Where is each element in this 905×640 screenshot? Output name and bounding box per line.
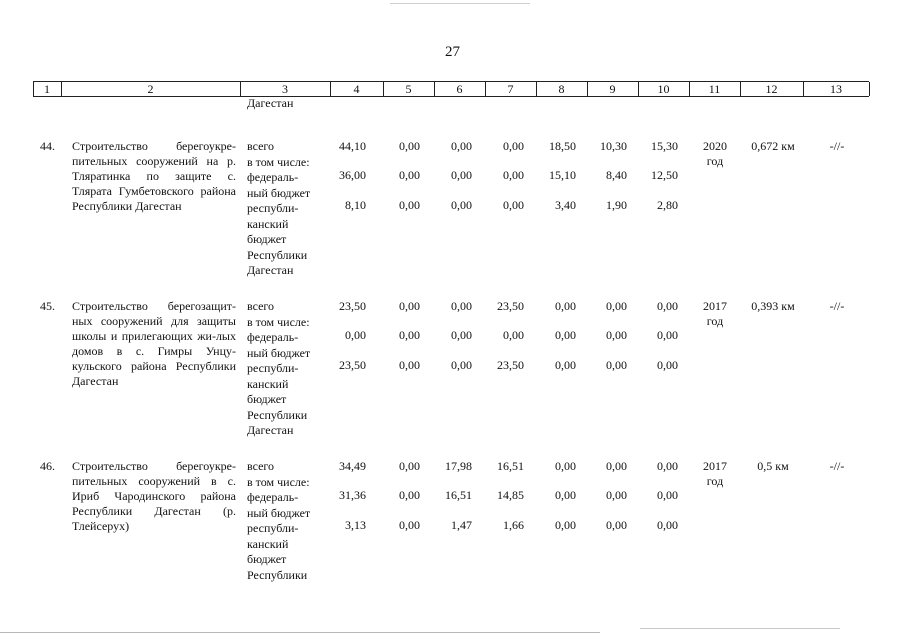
row-description: Строительство берегозащит-ных сооружений для защиты школы и прилегающих жи-лых домов в с. Гимры Унцу-кульского района Республики Дагестан bbox=[72, 299, 236, 388]
amount-regional: 0,00 bbox=[555, 358, 576, 372]
header-cell: 4 bbox=[353, 82, 360, 96]
header-divider bbox=[240, 82, 241, 96]
header-cell: 12 bbox=[765, 82, 778, 96]
header-cell: 6 bbox=[456, 82, 463, 96]
amount-total: 23,50 bbox=[497, 299, 524, 313]
row-number: 45. bbox=[40, 299, 55, 313]
header-cell: 8 bbox=[558, 82, 565, 96]
amount-regional: 0,00 bbox=[657, 358, 678, 372]
amount-federal: 0,00 bbox=[451, 168, 472, 182]
amount-federal: 0,00 bbox=[399, 168, 420, 182]
completion-year: 2020 bbox=[703, 139, 727, 153]
completion-year-unit: год bbox=[706, 154, 724, 168]
amount-federal: 8,40 bbox=[606, 168, 627, 182]
header-cell: 1 bbox=[44, 82, 50, 96]
funding-label: всего bbox=[247, 139, 275, 153]
funding-label: ный бюджет bbox=[247, 185, 311, 200]
capacity: 0,672 км bbox=[751, 139, 795, 153]
amount-total: 44,10 bbox=[339, 139, 366, 153]
amount-regional: 3,13 bbox=[345, 518, 366, 532]
funding-label: бюджет bbox=[247, 392, 287, 406]
amount-federal: 0,00 bbox=[606, 328, 627, 342]
funding-label: Республики bbox=[247, 407, 308, 422]
funding-label: в том числе: bbox=[247, 154, 310, 169]
header-cell: 7 bbox=[507, 82, 514, 96]
funding-label: бюджет bbox=[247, 552, 287, 566]
funding-label: в том числе: bbox=[247, 314, 310, 329]
amount-regional: 0,00 bbox=[451, 198, 472, 212]
amount-regional: 0,00 bbox=[399, 358, 420, 372]
funding-label: канский bbox=[247, 376, 289, 391]
note: -//- bbox=[829, 139, 845, 153]
row-number: 44. bbox=[40, 139, 55, 153]
amount-total: 0,00 bbox=[555, 299, 576, 313]
header-divider bbox=[33, 82, 34, 96]
header-divider bbox=[485, 82, 486, 96]
amount-total: 0,00 bbox=[399, 139, 420, 153]
amount-federal: 0,00 bbox=[399, 488, 420, 502]
amount-regional: 23,50 bbox=[339, 358, 366, 372]
completion-year: 2017 bbox=[703, 459, 727, 473]
amount-total: 0,00 bbox=[555, 459, 576, 473]
amount-federal: 36,00 bbox=[339, 168, 366, 182]
funding-label: ный бюджет bbox=[247, 345, 311, 360]
funding-label: Республики bbox=[247, 247, 308, 262]
funding-label: федераль- bbox=[247, 170, 299, 184]
amount-federal: 0,00 bbox=[503, 168, 524, 182]
header-cell: 10 bbox=[657, 82, 670, 96]
amount-regional: 0,00 bbox=[399, 518, 420, 532]
carryover-text: Дагестан bbox=[247, 96, 294, 110]
funding-label: республи- bbox=[247, 201, 299, 215]
amount-federal: 0,00 bbox=[451, 328, 472, 342]
amount-federal: 0,00 bbox=[555, 488, 576, 502]
header-divider bbox=[740, 82, 741, 96]
amount-federal: 0,00 bbox=[555, 328, 576, 342]
header-divider bbox=[434, 82, 435, 96]
header-divider bbox=[638, 82, 639, 96]
page-number: 27 bbox=[445, 44, 460, 60]
amount-regional: 0,00 bbox=[451, 358, 472, 372]
header-divider bbox=[536, 82, 537, 96]
amount-total: 34,49 bbox=[339, 459, 366, 473]
capacity: 0,393 км bbox=[751, 299, 795, 313]
header-divider bbox=[61, 82, 62, 96]
amount-total: 16,51 bbox=[497, 459, 524, 473]
funding-label: Дагестан bbox=[247, 423, 294, 437]
amount-federal: 0,00 bbox=[657, 488, 678, 502]
amount-regional: 2,80 bbox=[657, 198, 678, 212]
note: -//- bbox=[829, 459, 845, 473]
amount-regional: 0,00 bbox=[555, 518, 576, 532]
amount-regional: 0,00 bbox=[657, 518, 678, 532]
scan-artifact bbox=[0, 632, 600, 633]
amount-regional: 0,00 bbox=[399, 198, 420, 212]
amount-total: 0,00 bbox=[657, 299, 678, 313]
table-header-row bbox=[33, 81, 869, 97]
header-cell: 9 bbox=[609, 82, 616, 96]
scan-artifact bbox=[640, 628, 840, 629]
funding-label: республи- bbox=[247, 361, 299, 375]
amount-total: 18,50 bbox=[549, 139, 576, 153]
header-divider bbox=[803, 82, 804, 96]
funding-label: федераль- bbox=[247, 330, 299, 344]
amount-total: 23,50 bbox=[339, 299, 366, 313]
row-description: Строительство берегоукре-пительных сооружений в с. Ириб Чародинского района Республики Дагестан (р. Тлейсерух) bbox=[72, 459, 236, 533]
header-cell: 2 bbox=[147, 82, 154, 96]
funding-label: федераль- bbox=[247, 490, 299, 504]
header-divider bbox=[689, 82, 690, 96]
funding-label: Республики bbox=[247, 567, 308, 582]
amount-federal: 16,51 bbox=[445, 488, 472, 502]
amount-federal: 0,00 bbox=[345, 328, 366, 342]
header-divider bbox=[330, 82, 331, 96]
amount-total: 0,00 bbox=[606, 299, 627, 313]
amount-federal: 0,00 bbox=[657, 328, 678, 342]
amount-regional: 0,00 bbox=[606, 518, 627, 532]
amount-total: 0,00 bbox=[399, 459, 420, 473]
header-cell: 13 bbox=[830, 82, 842, 96]
amount-total: 0,00 bbox=[503, 139, 524, 153]
row-description: Строительство берегоукре-пительных сооружений на р. Тляратинка по защите с. Тлярата Гумбетовского района Республики Дагестан bbox=[72, 139, 236, 213]
completion-year-unit: год bbox=[706, 314, 724, 328]
note: -//- bbox=[829, 299, 845, 313]
funding-label: ный бюджет bbox=[247, 505, 311, 520]
header-divider bbox=[587, 82, 588, 96]
amount-federal: 14,85 bbox=[497, 488, 524, 502]
capacity: 0,5 км bbox=[757, 459, 789, 473]
amount-total: 17,98 bbox=[445, 459, 472, 473]
header-cell: 3 bbox=[282, 82, 288, 96]
amount-federal: 12,50 bbox=[651, 168, 678, 182]
amount-federal: 31,36 bbox=[339, 488, 366, 502]
amount-federal: 15,10 bbox=[549, 168, 576, 182]
amount-regional: 8,10 bbox=[345, 198, 366, 212]
amount-federal: 0,00 bbox=[503, 328, 524, 342]
funding-label: бюджет bbox=[247, 232, 287, 246]
amount-regional: 23,50 bbox=[497, 358, 524, 372]
row-number: 46. bbox=[40, 459, 55, 473]
amount-federal: 0,00 bbox=[399, 328, 420, 342]
amount-federal: 0,00 bbox=[606, 488, 627, 502]
amount-regional: 1,47 bbox=[451, 518, 472, 532]
amount-regional: 1,66 bbox=[503, 518, 524, 532]
amount-total: 15,30 bbox=[651, 139, 678, 153]
funding-label: всего bbox=[247, 459, 275, 473]
completion-year-unit: год bbox=[706, 474, 724, 488]
amount-total: 0,00 bbox=[606, 459, 627, 473]
amount-regional: 0,00 bbox=[606, 358, 627, 372]
funding-label: республи- bbox=[247, 521, 299, 535]
amount-total: 10,30 bbox=[600, 139, 627, 153]
header-cell: 11 bbox=[708, 82, 721, 96]
header-divider bbox=[383, 82, 384, 96]
header-cell: 5 bbox=[405, 82, 412, 96]
funding-label: Дагестан bbox=[247, 263, 294, 277]
funding-label: канский bbox=[247, 216, 289, 231]
amount-total: 0,00 bbox=[451, 139, 472, 153]
amount-total: 0,00 bbox=[451, 299, 472, 313]
amount-total: 0,00 bbox=[657, 459, 678, 473]
amount-regional: 3,40 bbox=[555, 198, 576, 212]
header-divider bbox=[869, 82, 870, 96]
funding-label: всего bbox=[247, 299, 275, 313]
amount-total: 0,00 bbox=[399, 299, 420, 313]
amount-regional: 0,00 bbox=[503, 198, 524, 212]
amount-regional: 1,90 bbox=[606, 198, 627, 212]
completion-year: 2017 bbox=[703, 299, 727, 313]
scan-artifact bbox=[390, 3, 530, 4]
funding-label: канский bbox=[247, 536, 289, 551]
funding-label: в том числе: bbox=[247, 474, 310, 489]
